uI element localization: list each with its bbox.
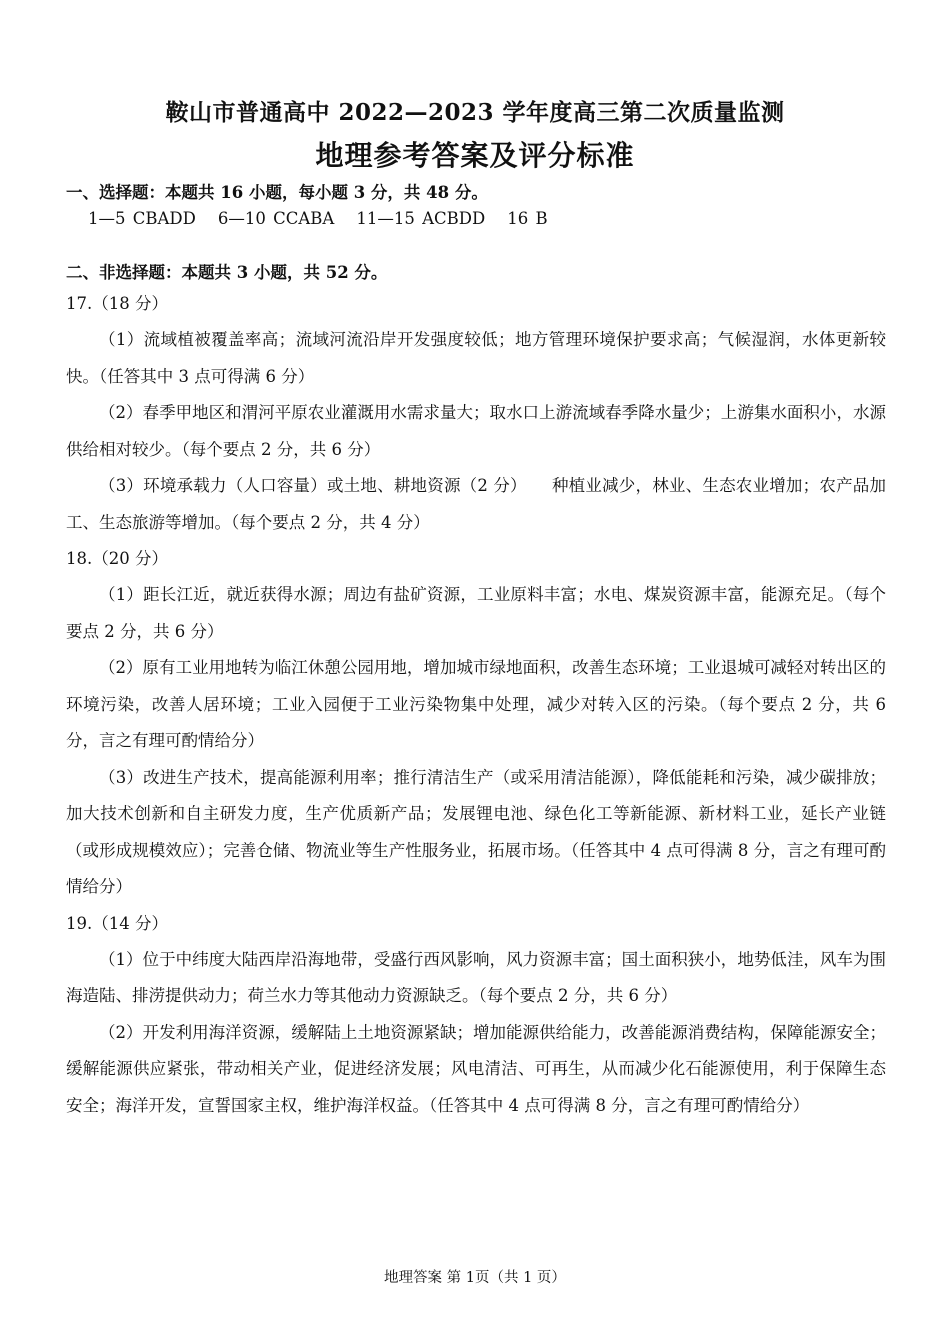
question-19-part-2: （2）开发利用海洋资源，缓解陆上土地资源紧缺；增加能源供给能力，改善能源消费结构，保障能源安全；缓解能源供应紧张，带动相关产业，促进经济发展；风电清洁、可再生，从而减少化石能源使用，利于保障生态安全；海洋开发，宣誓国家主权，维护海洋权益。（任答其中 4 点可得满 8 分，言之有理可酌情给分） — [66, 1022, 886, 1115]
answer-group: 11—15 ACBDD — [356, 209, 486, 228]
question-17-part-2: （2）春季甲地区和渭河平原农业灌溉用水需求量大；取水口上游流域春季降水量少；上游集水面积小，水源供给相对较少。（每个要点 2 分，共 6 分） — [66, 403, 886, 459]
exam-title: 鞍山市普通高中 2022—2023 学年度高三第二次质量监测 — [165, 99, 785, 126]
page-footer: 地理答案 第 1页（共 1 页） — [384, 1270, 566, 1286]
question-18-part-3: （3）改进生产技术，提高能源利用率；推行清洁生产（或采用清洁能源），降低能耗和污染，减少碳排放；加大技术创新和自主研发力度，生产优质新产品；发展锂电池、绿色化工等新能源、新材料工业，延长产业链（或形成规模效应）；完善仓储、物流业等生产性服务业，拓展市场。（任答其中 4 点可得满 8 分，言之有理可酌情给分） — [66, 767, 886, 896]
question-17-part-3: （3）环境承载力（人口容量）或土地、耕地资源（2 分） 种植业减少，林业、生态农业增加；农产品加工、生态旅游等增加。（每个要点 2 分，共 4 分） — [66, 476, 886, 532]
question-19-part-1: （1）位于中纬度大陆西岸沿海地带，受盛行西风影响，风力资源丰富；国土面积狭小，地势低洼，风车为围海造陆、排涝提供动力；荷兰水力等其他动力资源缺乏。（每个要点 2 分，共 6 分） — [66, 949, 886, 1005]
answer-group: 1—5 CBADD — [88, 209, 196, 228]
answer-group: 6—10 CCABA — [217, 209, 335, 228]
content-body — [66, 180, 886, 1124]
question-19-label: 19.（14 分） — [66, 913, 168, 933]
question-18-label: 18.（20 分） — [66, 549, 168, 568]
section-2-heading: 二、非选择题：本题共 3 小题，共 52 分。 — [66, 263, 388, 282]
answer-group: 16 B — [507, 209, 548, 228]
question-17-label: 17.（18 分） — [66, 294, 168, 313]
multiple-choice-answers — [66, 206, 886, 232]
document-title: 地理参考答案及评分标准 — [315, 139, 635, 172]
section-1-heading: 一、选择题：本题共 16 小题，每小题 3 分，共 48 分。 — [66, 183, 488, 202]
question-18-part-1: （1）距长江近，就近获得水源；周边有盐矿资源，工业原料丰富；水电、煤炭资源丰富，能源充足。（每个要点 2 分，共 6 分） — [66, 585, 886, 641]
question-17-part-1: （1）流域植被覆盖率高；流域河流沿岸开发强度较低；地方管理环境保护要求高；气候湿润，水体更新较快。（任答其中 3 点可得满 6 分） — [66, 330, 886, 386]
question-18-part-2: （2）原有工业用地转为临江休憩公园用地，增加城市绿地面积，改善生态环境；工业退城可减轻对转出区的环境污染，改善人居环境；工业入园便于工业污染物集中处理，减少对转入区的污染。（每个要点 2 分，共 6 分，言之有理可酌情给分） — [66, 658, 886, 750]
